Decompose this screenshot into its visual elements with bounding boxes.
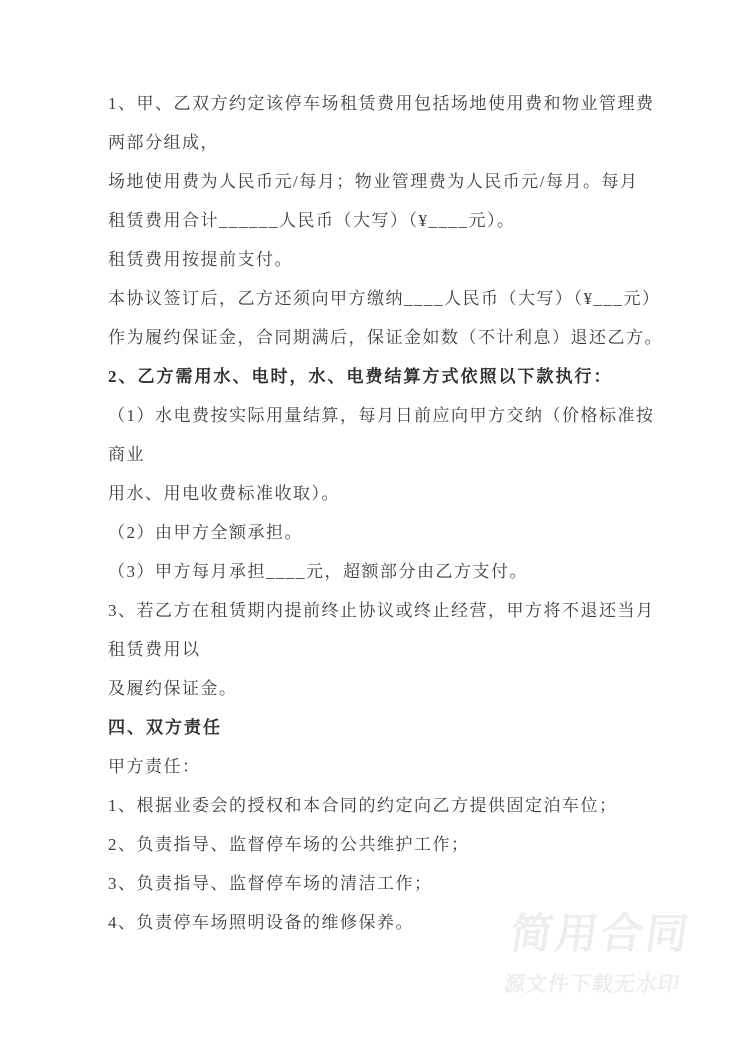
document-line: 1、根据业委会的授权和本合同的约定向乙方提供固定泊车位； — [108, 796, 618, 815]
document-line: （3）甲方每月承担____元，超额部分由乙方支付。 — [108, 562, 528, 581]
document-line: 3、负责指导、监督停车场的清洁工作； — [108, 874, 433, 893]
document-line: 租赁费用以 — [108, 640, 201, 659]
document-line: 甲方责任： — [108, 757, 201, 776]
document-line: （1）水电费按实际用量结算，每月日前应向甲方交纳（价格标准按 — [108, 406, 655, 425]
document-line: 1、甲、乙双方约定该停车场租赁费用包括场地使用费和物业管理费 — [108, 94, 655, 113]
document-line: （2）由甲方全额承担。 — [108, 523, 303, 542]
document-line: 及履约保证金。 — [108, 679, 238, 698]
watermark-subtitle: 源文件下载无水印 — [502, 972, 682, 997]
document-line: 租赁费用合计______人民币（大写）（¥____元）。 — [108, 211, 516, 230]
document-line: 本协议签订后，乙方还须向甲方缴纳____人民币（大写）（¥___元） — [108, 289, 661, 308]
section-heading-line: 四、双方责任 — [108, 718, 222, 737]
document-line: 用水、用电收费标准收取）。 — [108, 484, 340, 503]
watermark-title: 简用合同 — [507, 912, 695, 958]
document-line: 两部分组成， — [108, 133, 219, 152]
document-line: 租赁费用按提前支付。 — [108, 250, 293, 269]
document-line: 商业 — [108, 445, 145, 464]
document-line: 3、若乙方在租赁期内提前终止协议或终止经营，甲方将不退还当月 — [108, 601, 655, 620]
document-line: 4、负责停车场照明设备的维修保养。 — [108, 913, 414, 932]
document-line: 场地使用费为人民币元/每月；物业管理费为人民币元/每月。每月 — [108, 172, 639, 191]
document-lines — [108, 84, 663, 942]
document-line: 2、负责指导、监督停车场的公共维护工作； — [108, 835, 470, 854]
document-line: 作为履约保证金，合同期满后，保证金如数（不计利息）退还乙方。 — [108, 328, 663, 347]
section-heading-line: 2、乙方需用水、电时，水、电费结算方式依照以下款执行： — [108, 367, 613, 386]
